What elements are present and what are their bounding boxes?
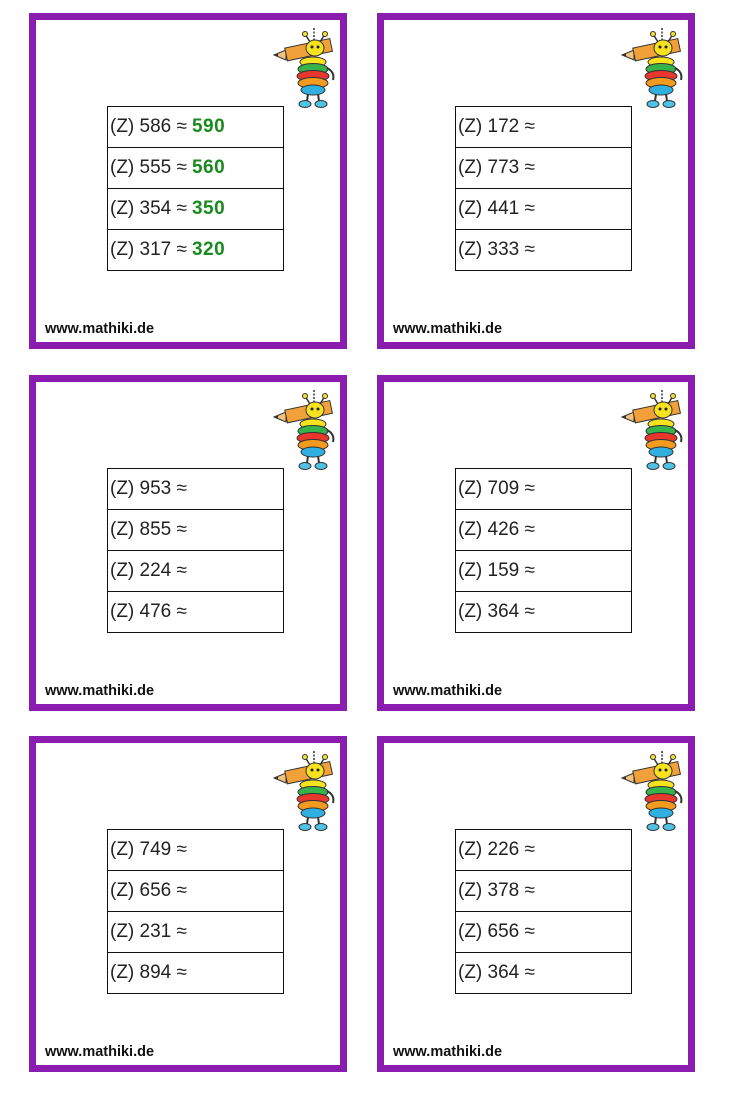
bee-mascot-icon (620, 390, 686, 472)
task-text: (Z) 364 ≈ (458, 601, 535, 622)
task-text: (Z) 224 ≈ (110, 560, 187, 581)
task-text: (Z) 773 ≈ (458, 157, 535, 178)
footer-url: www.mathiki.de (393, 321, 503, 337)
table-row (456, 871, 631, 912)
table-row (456, 592, 631, 632)
task-text: (Z) 586 ≈ (110, 116, 187, 137)
task-text: (Z) 226 ≈ (458, 839, 535, 860)
table-row (456, 469, 631, 510)
table-row (108, 912, 283, 953)
bee-mascot-icon (620, 28, 686, 110)
task-card-5 (29, 736, 347, 1072)
task-text: (Z) 378 ≈ (458, 880, 535, 901)
rounding-table (107, 106, 284, 271)
bee-mascot-icon (272, 390, 338, 472)
rounding-table (455, 106, 632, 271)
table-row (456, 953, 631, 993)
answer-text: 560 (191, 157, 226, 178)
rounding-table (107, 829, 284, 994)
table-row (456, 912, 631, 953)
task-text: (Z) 426 ≈ (458, 519, 535, 540)
table-row (108, 148, 283, 189)
footer-url: www.mathiki.de (45, 1044, 155, 1060)
table-row (108, 953, 283, 993)
task-text: (Z) 656 ≈ (458, 921, 535, 942)
bee-mascot-icon (272, 28, 338, 110)
answer-text: 320 (191, 239, 226, 260)
bee-mascot-icon (272, 751, 338, 833)
table-row (108, 189, 283, 230)
task-text: (Z) 172 ≈ (458, 116, 535, 137)
task-card-1 (29, 13, 347, 349)
answer-text: 350 (191, 198, 226, 219)
table-row (456, 551, 631, 592)
task-text: (Z) 656 ≈ (110, 880, 187, 901)
task-text: (Z) 317 ≈ (110, 239, 187, 260)
footer-url: www.mathiki.de (45, 683, 155, 699)
footer-url: www.mathiki.de (393, 683, 503, 699)
task-text: (Z) 749 ≈ (110, 839, 187, 860)
task-text: (Z) 894 ≈ (110, 962, 187, 983)
table-row (108, 871, 283, 912)
task-text: (Z) 441 ≈ (458, 198, 535, 219)
task-text: (Z) 855 ≈ (110, 519, 187, 540)
table-row (108, 510, 283, 551)
table-row (456, 148, 631, 189)
task-text: (Z) 953 ≈ (110, 478, 187, 499)
task-text: (Z) 333 ≈ (458, 239, 535, 260)
rounding-table (455, 468, 632, 633)
table-row (108, 592, 283, 632)
answer-text: 590 (191, 116, 226, 137)
task-text: (Z) 354 ≈ (110, 198, 187, 219)
task-text: (Z) 476 ≈ (110, 601, 187, 622)
bee-mascot-icon (620, 751, 686, 833)
task-card-6 (377, 736, 695, 1072)
table-row (456, 830, 631, 871)
footer-url: www.mathiki.de (45, 321, 155, 337)
task-card-4 (377, 375, 695, 711)
table-row (456, 189, 631, 230)
table-row (108, 107, 283, 148)
task-card-2 (377, 13, 695, 349)
table-row (456, 107, 631, 148)
table-row (456, 510, 631, 551)
task-text: (Z) 709 ≈ (458, 478, 535, 499)
task-card-3 (29, 375, 347, 711)
task-text: (Z) 231 ≈ (110, 921, 187, 942)
table-row (108, 469, 283, 510)
table-row (456, 230, 631, 270)
table-row (108, 830, 283, 871)
rounding-table (455, 829, 632, 994)
task-text: (Z) 555 ≈ (110, 157, 187, 178)
task-text: (Z) 159 ≈ (458, 560, 535, 581)
table-row (108, 230, 283, 270)
task-text: (Z) 364 ≈ (458, 962, 535, 983)
rounding-table (107, 468, 284, 633)
table-row (108, 551, 283, 592)
footer-url: www.mathiki.de (393, 1044, 503, 1060)
